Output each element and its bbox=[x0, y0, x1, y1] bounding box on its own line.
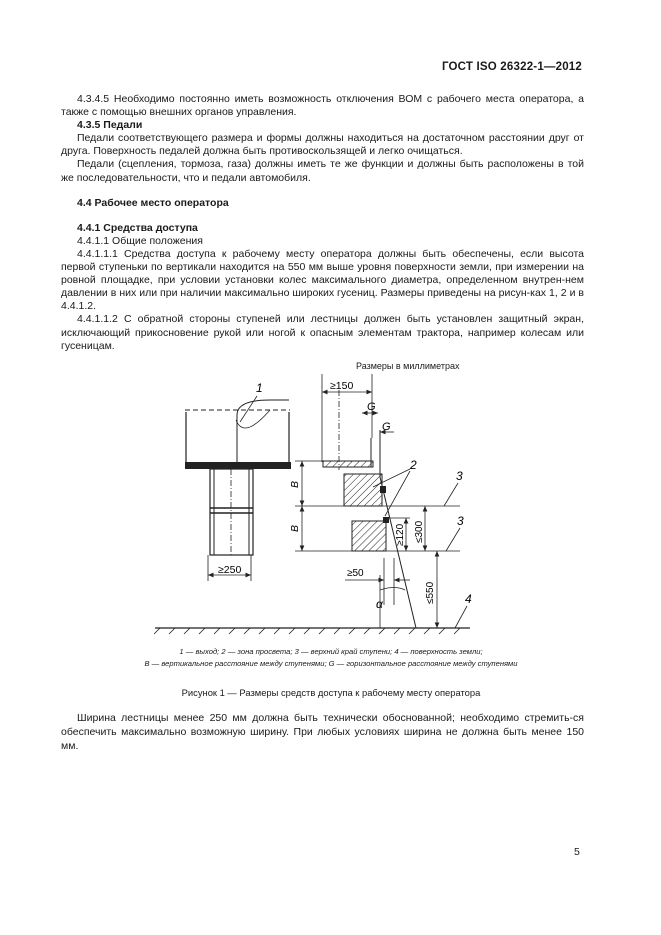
heading-4-3-5: 4.3.5 Педали bbox=[77, 119, 143, 132]
after-figure-text bbox=[61, 711, 584, 753]
dim-label-150: ≥150 bbox=[330, 380, 354, 392]
legend-line-1: 1 — выход; 2 — зона просвета; 3 — верхний край ступени; 4 — поверхность земли; bbox=[179, 647, 483, 656]
paragraph-4-4-1-1: 4.4.1.1 Общие положения bbox=[77, 234, 203, 247]
page-number: 5 bbox=[574, 846, 580, 858]
paragraph-ladder-width: Ширина лестницы менее 250 мм должна быть технически обоснованной; необходимо стремить-ся обеспечить максимально возможную ширину. При любых условиях ширина не должна быть менее 150 мм. bbox=[61, 712, 584, 752]
item-label-2: 2 bbox=[410, 458, 417, 472]
item-label-3-top: 3 bbox=[456, 469, 463, 483]
angle-label-alpha: α bbox=[376, 597, 383, 611]
paragraph-4-3-5-b: Педали (сцепления, тормоза, газа) должны иметь те же функции и должны быть расположены в той же последовательности, что и педали автомобиля. bbox=[61, 158, 584, 184]
paragraph-4-4-1-1-2: 4.4.1.1.2 С обратной стороны ступеней или лестницы должен быть установлен защитный экран, исключающий прикосновение рукой или ногой к опасным элементам трактора, например колесам или гусеницам. bbox=[61, 313, 584, 352]
item-label-4: 4 bbox=[465, 592, 472, 606]
figure-legend bbox=[61, 646, 601, 670]
legend-line-2: B — вертикальное расстояние между ступенями; G — горизонтальное расстояние между ступенями bbox=[144, 659, 518, 668]
dim-label-550: ≤550 bbox=[425, 581, 436, 604]
heading-4-4-1: 4.4.1 Средства доступа bbox=[77, 221, 198, 234]
units-note: Размеры в миллиметрах bbox=[356, 361, 460, 371]
ground-surface bbox=[154, 628, 470, 634]
dim-label-120: ≥120 bbox=[395, 523, 406, 546]
item-label-3-bottom: 3 bbox=[457, 514, 464, 528]
dim-label-250: ≥250 bbox=[218, 564, 242, 576]
paragraph-4-3-5-a: Педали соответствующего размера и формы должны находиться на достаточном расстоянии друг от друга. Поверхность педалей должна быть противоскользящей и легко очищаться. bbox=[61, 132, 584, 158]
dim-label-b1: B bbox=[289, 480, 301, 488]
ladder-front bbox=[210, 469, 253, 555]
figure-caption: Рисунок 1 — Размеры средств доступа к рабочему месту оператора bbox=[181, 687, 481, 698]
standard-number: ГОСТ ISO 26322-1—2012 bbox=[441, 61, 582, 73]
dim-label-50: ≥50 bbox=[347, 568, 364, 579]
exit-platform bbox=[185, 400, 291, 469]
paragraph-4-3-4-5: 4.3.4.5 Необходимо постоянно иметь возможность отключения ВОМ с рабочего места оператора, а также с помощью внешних органов управления. bbox=[61, 93, 584, 119]
step-side-view bbox=[323, 390, 416, 628]
item-label-1: 1 bbox=[256, 381, 263, 395]
dim-label-b2: B bbox=[289, 524, 301, 532]
heading-4-4: 4.4 Рабочее место оператора bbox=[77, 196, 229, 209]
dim-label-300: ≤300 bbox=[414, 520, 425, 543]
dim-label-g2: G bbox=[382, 421, 391, 433]
paragraph-4-4-1-1-1: 4.4.1.1.1 Средства доступа к рабочему месту оператора должны быть обеспечены, если высота первой ступеньки по вертикали находится на 550 мм выше уровня поверхности земли, при измерении на ровной площадке, при условии установки колес максимального диаметра, определенном внутрен-нем давлении в них или при наличии максимально широких гусениц. Размеры приведены на рисун-ках 1, 2 и в 4.4.1.2. bbox=[61, 247, 584, 313]
dim-label-g1: G bbox=[367, 401, 376, 413]
